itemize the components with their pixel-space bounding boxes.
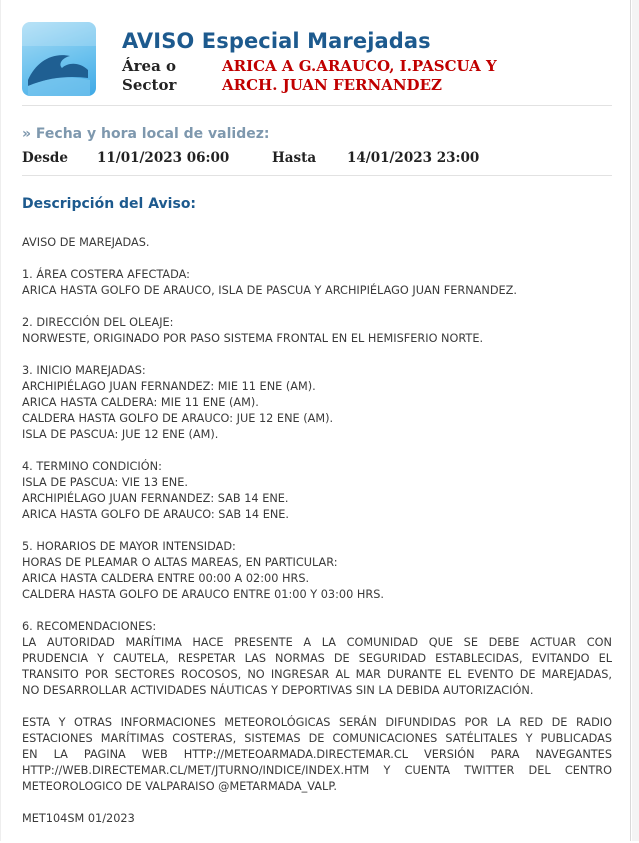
description-line: 5. HORARIOS DE MAYOR INTENSIDAD: bbox=[22, 540, 236, 553]
justified-block bbox=[22, 715, 612, 795]
description-line: TRANSITO POR SECTORES ROCOSOS, NO INGRESAR AL MAR DURANTE EL EVENTO DE MAREJADAS, bbox=[22, 668, 612, 681]
description-paragraph bbox=[22, 363, 612, 443]
description-line: ARICA HASTA GOLFO DE ARAUCO, ISLA DE PASCUA Y ARCHIPIÉLAGO JUAN FERNANDEZ. bbox=[22, 284, 518, 297]
description-paragraph bbox=[22, 315, 612, 347]
description-line: NORWESTE, ORIGINADO POR PASO SISTEMA FRONTAL EN EL HEMISFERIO NORTE. bbox=[22, 332, 484, 345]
description-line: LA AUTORIDAD MARÍTIMA HACE PRESENTE A LA COMUNIDAD QUE SE DEBE ACTUAR CON bbox=[22, 636, 612, 649]
divider bbox=[22, 105, 612, 106]
validity-from-value: 11/01/2023 06:00 bbox=[97, 150, 230, 166]
description-paragraph bbox=[22, 235, 612, 251]
description-paragraph bbox=[22, 539, 612, 603]
description-line: 1. ÁREA COSTERA AFECTADA: bbox=[22, 268, 190, 281]
description-paragraph bbox=[22, 459, 612, 523]
area-value bbox=[222, 57, 497, 95]
description-line: ESTA Y OTRAS INFORMACIONES METEOROLÓGICAS SERÁN DIFUNDIDAS POR LA RED DE RADIO bbox=[22, 716, 612, 729]
divider bbox=[22, 175, 612, 176]
validity-to-value: 14/01/2023 23:00 bbox=[347, 150, 480, 166]
description-line: METEOROLOGICO DE VALPARAISO @METARMADA_VALP. bbox=[22, 780, 337, 793]
description-paragraph bbox=[22, 811, 612, 827]
description-line: ARCHIPIÉLAGO JUAN FERNANDEZ: MIE 11 ENE (AM). bbox=[22, 380, 316, 393]
description-line: ISLA DE PASCUA: VIE 13 ENE. bbox=[22, 476, 188, 489]
notice-header bbox=[22, 22, 612, 106]
description-paragraph bbox=[22, 267, 612, 299]
description-paragraph bbox=[22, 619, 612, 699]
description-title: Descripción del Aviso: bbox=[22, 196, 197, 212]
notice-title: AVISO Especial Marejadas bbox=[122, 29, 431, 53]
area-value-line-1: ARICA A G.ARAUCO, I.PASCUA Y bbox=[222, 57, 497, 75]
description-line: AVISO DE MAREJADAS. bbox=[22, 236, 150, 249]
description-line: HTTP://WEB.DIRECTEMAR.CL/MET/JTURNO/INDICE/INDEX.HTM Y CUENTA TWITTER DEL CENTRO bbox=[22, 764, 612, 777]
description-line: HORAS DE PLEAMAR O ALTAS MAREAS, EN PARTICULAR: bbox=[22, 556, 338, 569]
description-line: 2. DIRECCIÓN DEL OLEAJE: bbox=[22, 316, 174, 329]
description-line: PRUDENCIA Y CAUTELA, RESPETAR LAS NORMAS DE SEGURIDAD ESTABLECIDAS, EVITANDO EL bbox=[22, 652, 612, 665]
description-body bbox=[22, 235, 612, 843]
description-line: ARICA HASTA CALDERA: MIE 11 ENE (AM). bbox=[22, 396, 259, 409]
scrollbar[interactable] bbox=[632, 0, 639, 841]
validity-title: » Fecha y hora local de validez: bbox=[22, 126, 270, 142]
area-label bbox=[122, 57, 176, 95]
area-value-line-2: ARCH. JUAN FERNANDEZ bbox=[222, 76, 442, 94]
paragraph-heading: 6. RECOMENDACIONES: bbox=[22, 620, 157, 633]
justified-block bbox=[22, 635, 612, 699]
description-line: ISLA DE PASCUA: JUE 12 ENE (AM). bbox=[22, 428, 219, 441]
validity-from-label: Desde bbox=[22, 150, 68, 166]
description-line: 4. TERMINO CONDICIÓN: bbox=[22, 460, 162, 473]
area-label-line-1: Área o bbox=[122, 57, 177, 75]
description-line: 3. INICIO MAREJADAS: bbox=[22, 364, 146, 377]
description-line: MET104SM 01/2023 bbox=[22, 812, 135, 825]
description-line: EN LA PAGINA WEB HTTP://METEOARMADA.DIRECTEMAR.CL VERSIÓN PARA NAVEGANTES bbox=[22, 748, 612, 761]
description-paragraph bbox=[22, 715, 612, 795]
description-line: ARICA HASTA CALDERA ENTRE 00:00 A 02:00 HRS. bbox=[22, 572, 310, 585]
description-line: ESTACIONES MARÍTIMAS COSTERAS, SISTEMAS DE COMUNICACIONES SATÉLITALES Y PUBLICADAS bbox=[22, 732, 612, 745]
description-line: ARCHIPIÉLAGO JUAN FERNANDEZ: SAB 14 ENE. bbox=[22, 492, 289, 505]
description-line: CALDERA HASTA GOLFO DE ARAUCO ENTRE 01:00 Y 03:00 HRS. bbox=[22, 588, 384, 601]
description-line: NO DESARROLLAR ACTIVIDADES NÁUTICAS Y DEPORTIVAS SIN LA DEBIDA AUTORIZACIÓN. bbox=[22, 684, 534, 697]
area-label-line-2: Sector bbox=[122, 76, 177, 94]
description-line: ARICA HASTA GOLFO DE ARAUCO: SAB 14 ENE. bbox=[22, 508, 290, 521]
wave-logo-icon bbox=[22, 22, 96, 96]
validity-to-label: Hasta bbox=[272, 150, 317, 166]
description-line: CALDERA HASTA GOLFO DE ARAUCO: JUE 12 ENE (AM). bbox=[22, 412, 334, 425]
